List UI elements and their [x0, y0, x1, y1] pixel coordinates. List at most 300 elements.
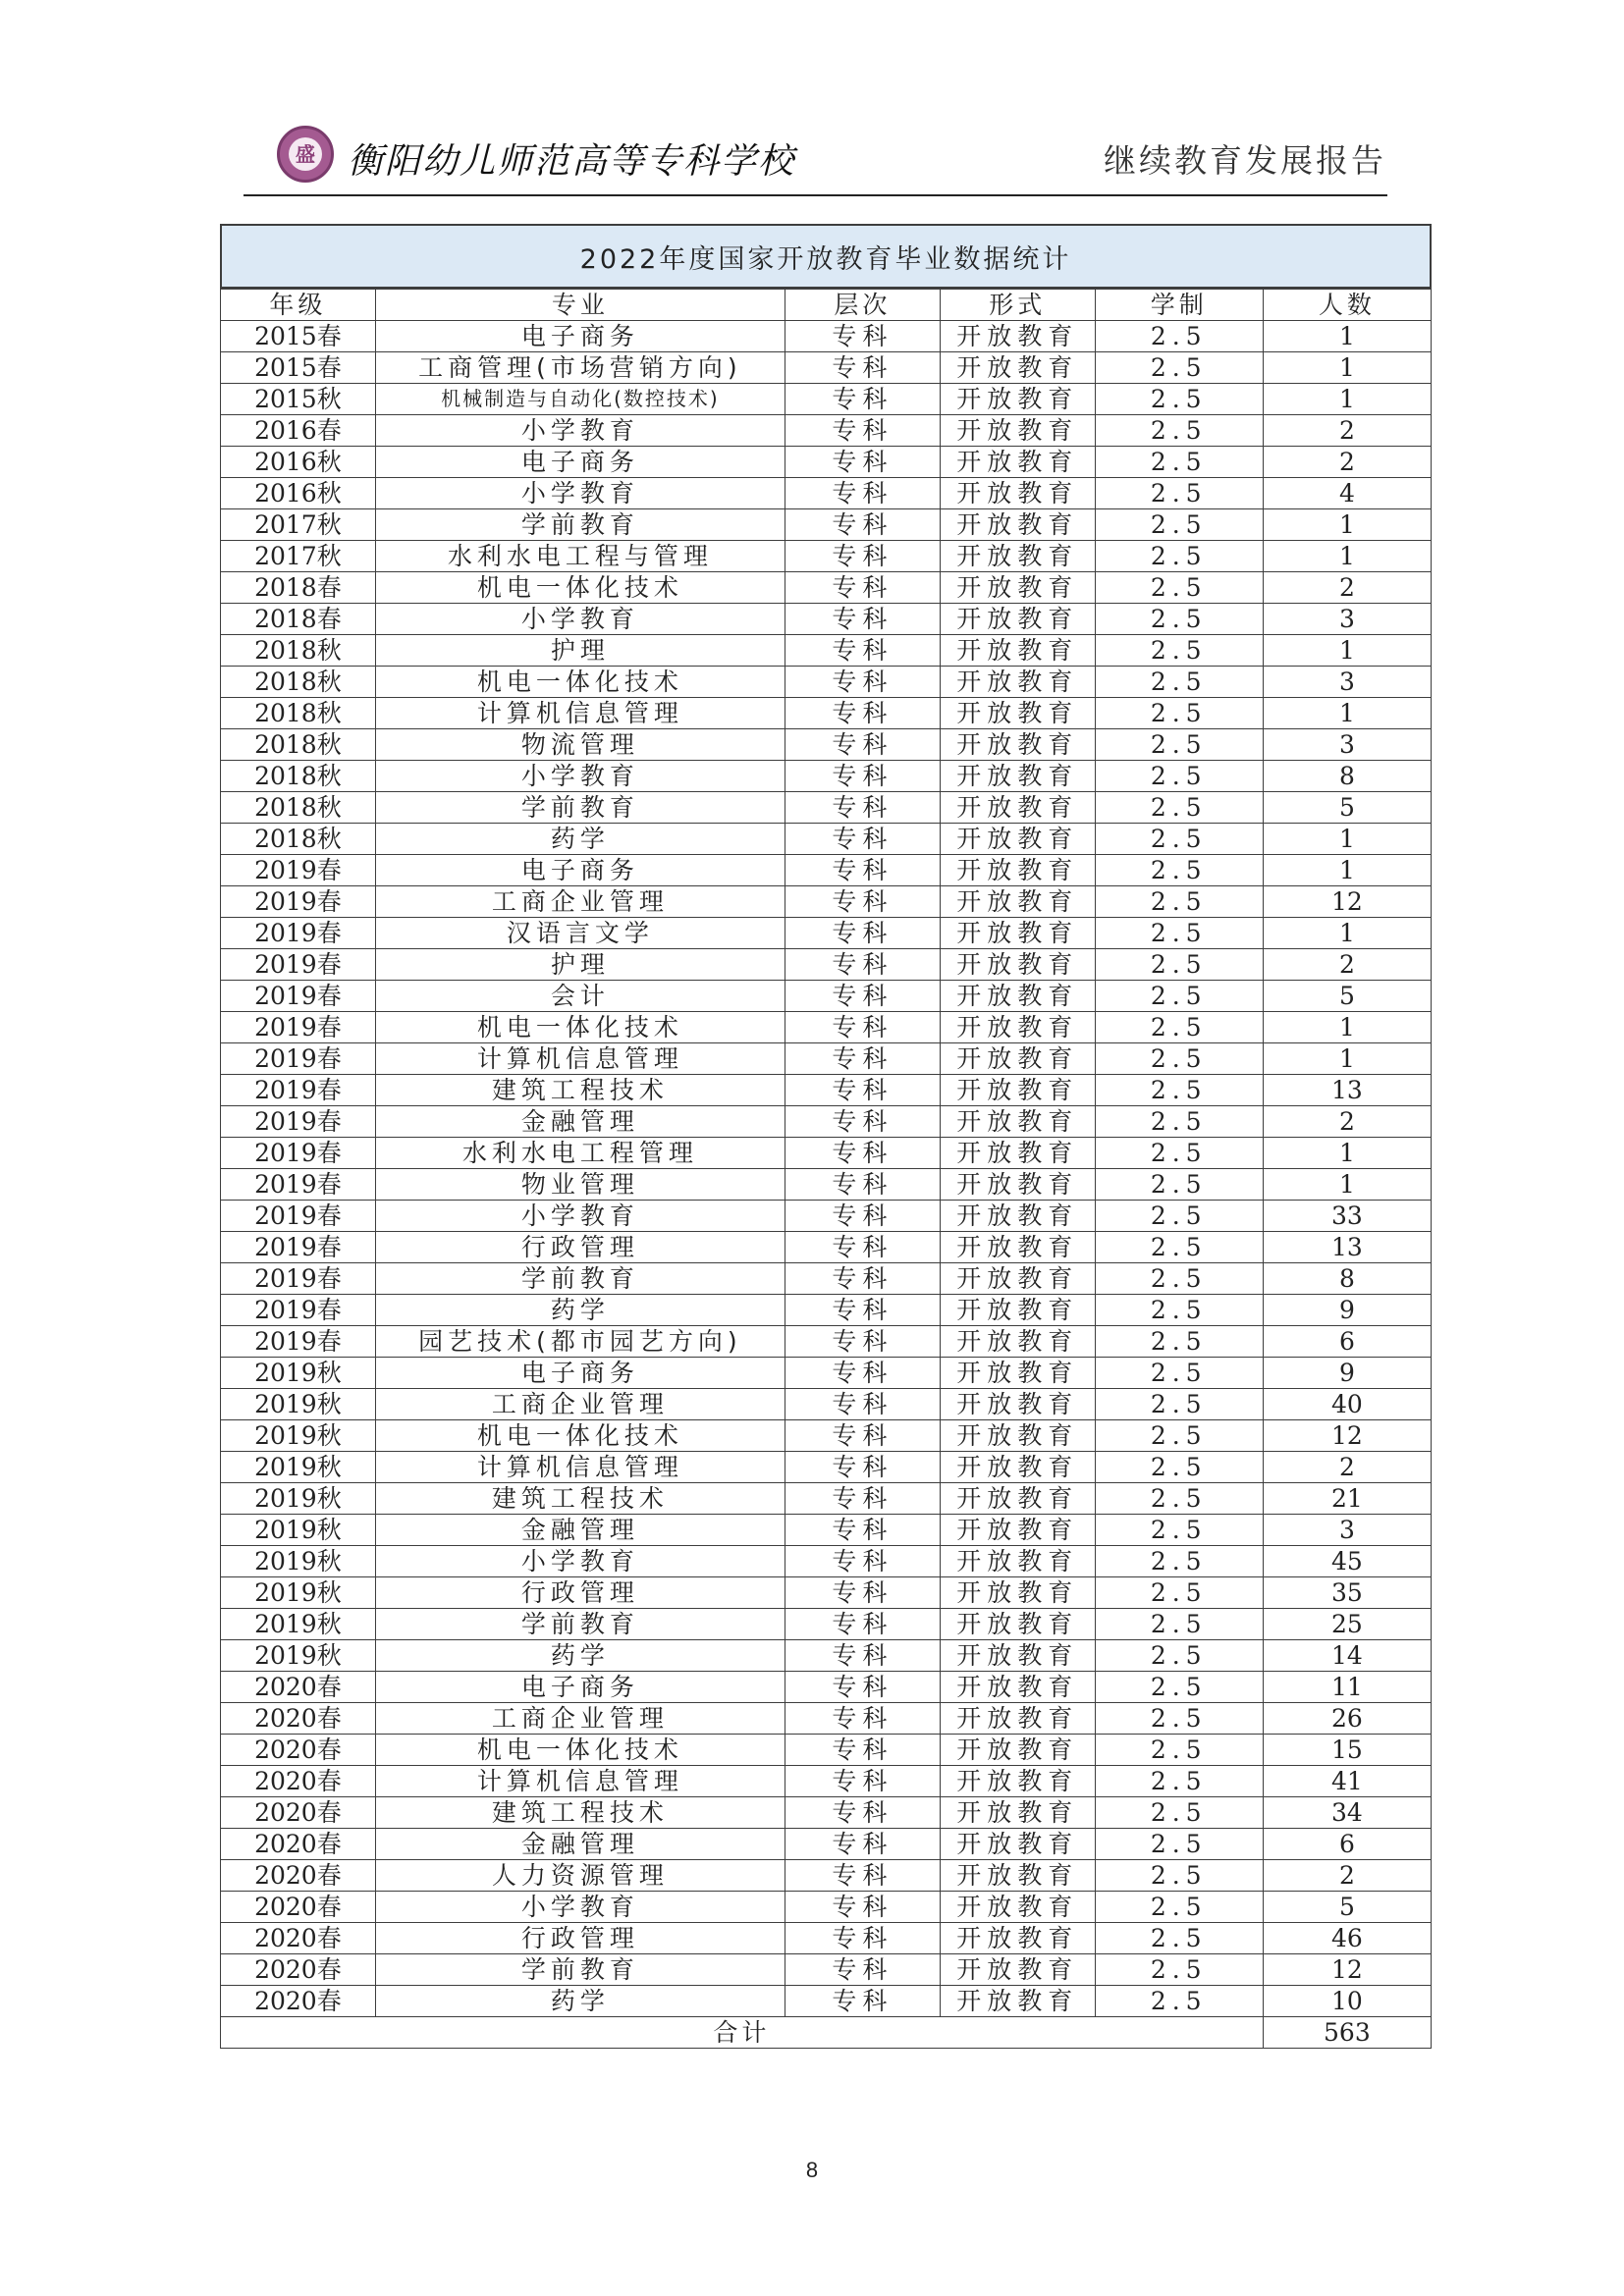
cell-count: 1 [1263, 1169, 1431, 1201]
cell-duration: 2.5 [1095, 1546, 1263, 1577]
cell-major: 小学教育 [375, 604, 785, 635]
cell-grade: 2019秋 [221, 1452, 376, 1483]
cell-duration: 2.5 [1095, 1358, 1263, 1389]
cell-grade: 2019春 [221, 1075, 376, 1106]
cell-level: 专科 [785, 855, 941, 886]
cell-major: 学前教育 [375, 1609, 785, 1640]
cell-level: 专科 [785, 572, 941, 604]
cell-form: 开放教育 [940, 824, 1095, 855]
cell-form: 开放教育 [940, 729, 1095, 761]
cell-form: 开放教育 [940, 1577, 1095, 1609]
cell-duration: 2.5 [1095, 1295, 1263, 1326]
cell-duration: 2.5 [1095, 1860, 1263, 1892]
cell-level: 专科 [785, 918, 941, 949]
cell-grade: 2018秋 [221, 667, 376, 698]
cell-count: 3 [1263, 604, 1431, 635]
cell-level: 专科 [785, 1860, 941, 1892]
cell-level: 专科 [785, 1263, 941, 1295]
cell-grade: 2018春 [221, 604, 376, 635]
cell-level: 专科 [785, 698, 941, 729]
cell-grade: 2019春 [221, 1043, 376, 1075]
graduation-stats-table [220, 289, 1432, 2049]
cell-count: 2 [1263, 1860, 1431, 1892]
cell-form: 开放教育 [940, 855, 1095, 886]
table-row [221, 1577, 1432, 1609]
cell-form: 开放教育 [940, 761, 1095, 792]
cell-form: 开放教育 [940, 918, 1095, 949]
cell-grade: 2019春 [221, 1201, 376, 1232]
cell-level: 专科 [785, 792, 941, 824]
cell-major: 工商企业管理 [375, 1703, 785, 1735]
cell-form: 开放教育 [940, 572, 1095, 604]
table-row [221, 1735, 1432, 1766]
cell-grade: 2019秋 [221, 1389, 376, 1420]
cell-duration: 2.5 [1095, 1640, 1263, 1672]
table-row [221, 1295, 1432, 1326]
cell-count: 10 [1263, 1986, 1431, 2017]
cell-grade: 2018春 [221, 572, 376, 604]
cell-count: 25 [1263, 1609, 1431, 1640]
table-row [221, 1075, 1432, 1106]
cell-duration: 2.5 [1095, 352, 1263, 384]
cell-grade: 2019秋 [221, 1546, 376, 1577]
cell-duration: 2.5 [1095, 1766, 1263, 1797]
cell-form: 开放教育 [940, 1043, 1095, 1075]
cell-duration: 2.5 [1095, 1169, 1263, 1201]
cell-major: 小学教育 [375, 1201, 785, 1232]
cell-form: 开放教育 [940, 1829, 1095, 1860]
cell-grade: 2017秋 [221, 509, 376, 541]
table-row [221, 1546, 1432, 1577]
cell-grade: 2018秋 [221, 792, 376, 824]
cell-count: 4 [1263, 478, 1431, 509]
cell-level: 专科 [785, 1389, 941, 1420]
cell-level: 专科 [785, 321, 941, 352]
cell-count: 46 [1263, 1923, 1431, 1954]
cell-major: 机电一体化技术 [375, 1420, 785, 1452]
cell-duration: 2.5 [1095, 1043, 1263, 1075]
cell-grade: 2019春 [221, 1012, 376, 1043]
cell-count: 1 [1263, 384, 1431, 415]
cell-duration: 2.5 [1095, 1232, 1263, 1263]
cell-duration: 2.5 [1095, 667, 1263, 698]
cell-count: 15 [1263, 1735, 1431, 1766]
cell-count: 2 [1263, 447, 1431, 478]
cell-duration: 2.5 [1095, 572, 1263, 604]
cell-major: 水利水电工程与管理 [375, 541, 785, 572]
cell-count: 35 [1263, 1577, 1431, 1609]
cell-level: 专科 [785, 1515, 941, 1546]
cell-duration: 2.5 [1095, 1263, 1263, 1295]
cell-grade: 2019春 [221, 1326, 376, 1358]
cell-level: 专科 [785, 1577, 941, 1609]
cell-grade: 2016春 [221, 415, 376, 447]
cell-grade: 2017秋 [221, 541, 376, 572]
cell-major: 工商企业管理 [375, 886, 785, 918]
cell-major: 水利水电工程管理 [375, 1138, 785, 1169]
cell-major: 建筑工程技术 [375, 1797, 785, 1829]
table-row [221, 1923, 1432, 1954]
cell-count: 12 [1263, 886, 1431, 918]
cell-level: 专科 [785, 667, 941, 698]
cell-count: 34 [1263, 1797, 1431, 1829]
cell-grade: 2020春 [221, 1860, 376, 1892]
cell-level: 专科 [785, 1797, 941, 1829]
cell-form: 开放教育 [940, 447, 1095, 478]
cell-count: 1 [1263, 509, 1431, 541]
cell-count: 8 [1263, 1263, 1431, 1295]
table-row [221, 1452, 1432, 1483]
cell-level: 专科 [785, 981, 941, 1012]
table-body [221, 321, 1432, 2017]
cell-form: 开放教育 [940, 1169, 1095, 1201]
cell-major: 小学教育 [375, 478, 785, 509]
cell-count: 13 [1263, 1232, 1431, 1263]
cell-major: 物流管理 [375, 729, 785, 761]
cell-grade: 2019春 [221, 1169, 376, 1201]
cell-duration: 2.5 [1095, 729, 1263, 761]
cell-form: 开放教育 [940, 1735, 1095, 1766]
cell-duration: 2.5 [1095, 447, 1263, 478]
cell-duration: 2.5 [1095, 981, 1263, 1012]
cell-form: 开放教育 [940, 604, 1095, 635]
cell-duration: 2.5 [1095, 1012, 1263, 1043]
cell-form: 开放教育 [940, 384, 1095, 415]
cell-duration: 2.5 [1095, 1954, 1263, 1986]
cell-grade: 2016秋 [221, 478, 376, 509]
cell-level: 专科 [785, 1420, 941, 1452]
cell-grade: 2019春 [221, 918, 376, 949]
cell-major: 电子商务 [375, 855, 785, 886]
cell-count: 1 [1263, 698, 1431, 729]
cell-grade: 2019春 [221, 1295, 376, 1326]
cell-grade: 2019秋 [221, 1640, 376, 1672]
cell-form: 开放教育 [940, 1609, 1095, 1640]
cell-level: 专科 [785, 824, 941, 855]
cell-duration: 2.5 [1095, 1420, 1263, 1452]
cell-form: 开放教育 [940, 1263, 1095, 1295]
cell-count: 45 [1263, 1546, 1431, 1577]
cell-level: 专科 [785, 1106, 941, 1138]
cell-count: 1 [1263, 635, 1431, 667]
cell-duration: 2.5 [1095, 1483, 1263, 1515]
cell-major: 汉语言文学 [375, 918, 785, 949]
table-row [221, 1138, 1432, 1169]
table-row [221, 1043, 1432, 1075]
cell-form: 开放教育 [940, 321, 1095, 352]
cell-grade: 2020春 [221, 1986, 376, 2017]
cell-level: 专科 [785, 1546, 941, 1577]
cell-form: 开放教育 [940, 541, 1095, 572]
cell-level: 专科 [785, 1954, 941, 1986]
cell-level: 专科 [785, 1923, 941, 1954]
cell-count: 5 [1263, 1892, 1431, 1923]
cell-grade: 2019春 [221, 1138, 376, 1169]
cell-level: 专科 [785, 1075, 941, 1106]
table-row [221, 1515, 1432, 1546]
cell-count: 14 [1263, 1640, 1431, 1672]
cell-duration: 2.5 [1095, 1138, 1263, 1169]
cell-major: 金融管理 [375, 1106, 785, 1138]
cell-grade: 2018秋 [221, 824, 376, 855]
cell-level: 专科 [785, 1672, 941, 1703]
cell-form: 开放教育 [940, 1860, 1095, 1892]
table-row [221, 1201, 1432, 1232]
cell-level: 专科 [785, 1703, 941, 1735]
cell-form: 开放教育 [940, 1138, 1095, 1169]
cell-grade: 2020春 [221, 1892, 376, 1923]
cell-duration: 2.5 [1095, 1703, 1263, 1735]
column-header-level: 层次 [785, 290, 941, 321]
cell-major: 护理 [375, 635, 785, 667]
table-row [221, 1263, 1432, 1295]
cell-count: 5 [1263, 981, 1431, 1012]
table-row [221, 635, 1432, 667]
cell-count: 26 [1263, 1703, 1431, 1735]
cell-count: 5 [1263, 792, 1431, 824]
cell-duration: 2.5 [1095, 1452, 1263, 1483]
cell-form: 开放教育 [940, 1954, 1095, 1986]
table-header-row [221, 290, 1432, 321]
cell-major: 机电一体化技术 [375, 1012, 785, 1043]
cell-major: 计算机信息管理 [375, 1043, 785, 1075]
table-row [221, 321, 1432, 352]
cell-count: 6 [1263, 1326, 1431, 1358]
cell-duration: 2.5 [1095, 541, 1263, 572]
cell-major: 护理 [375, 949, 785, 981]
table-row [221, 1672, 1432, 1703]
cell-form: 开放教育 [940, 1986, 1095, 2017]
column-header-form: 形式 [940, 290, 1095, 321]
cell-count: 1 [1263, 824, 1431, 855]
cell-major: 工商企业管理 [375, 1389, 785, 1420]
cell-grade: 2015春 [221, 321, 376, 352]
table-row [221, 1766, 1432, 1797]
cell-form: 开放教育 [940, 635, 1095, 667]
cell-count: 3 [1263, 1515, 1431, 1546]
cell-major: 电子商务 [375, 1672, 785, 1703]
cell-count: 1 [1263, 352, 1431, 384]
cell-grade: 2019春 [221, 855, 376, 886]
cell-count: 8 [1263, 761, 1431, 792]
cell-grade: 2019秋 [221, 1420, 376, 1452]
cell-level: 专科 [785, 761, 941, 792]
cell-major: 小学教育 [375, 415, 785, 447]
cell-level: 专科 [785, 949, 941, 981]
cell-form: 开放教育 [940, 667, 1095, 698]
cell-duration: 2.5 [1095, 1577, 1263, 1609]
cell-count: 3 [1263, 729, 1431, 761]
cell-major: 建筑工程技术 [375, 1075, 785, 1106]
table-row [221, 918, 1432, 949]
cell-count: 41 [1263, 1766, 1431, 1797]
cell-form: 开放教育 [940, 352, 1095, 384]
table-caption: 2022年度国家开放教育毕业数据统计 [220, 224, 1432, 289]
cell-major: 药学 [375, 1295, 785, 1326]
cell-level: 专科 [785, 509, 941, 541]
table-row [221, 1797, 1432, 1829]
cell-major: 学前教育 [375, 792, 785, 824]
cell-grade: 2019春 [221, 981, 376, 1012]
cell-major: 工商管理(市场营销方向) [375, 352, 785, 384]
cell-major: 电子商务 [375, 321, 785, 352]
cell-duration: 2.5 [1095, 1326, 1263, 1358]
table-row [221, 1860, 1432, 1892]
table-row [221, 604, 1432, 635]
table-row [221, 1892, 1432, 1923]
cell-form: 开放教育 [940, 1892, 1095, 1923]
table-row [221, 761, 1432, 792]
cell-major: 学前教育 [375, 1954, 785, 1986]
table-row [221, 447, 1432, 478]
cell-grade: 2020春 [221, 1829, 376, 1860]
cell-level: 专科 [785, 1012, 941, 1043]
cell-major: 园艺技术(都市园艺方向) [375, 1326, 785, 1358]
cell-level: 专科 [785, 384, 941, 415]
table-row [221, 1954, 1432, 1986]
cell-duration: 2.5 [1095, 1075, 1263, 1106]
cell-form: 开放教育 [940, 1420, 1095, 1452]
cell-duration: 2.5 [1095, 1389, 1263, 1420]
cell-level: 专科 [785, 352, 941, 384]
cell-duration: 2.5 [1095, 415, 1263, 447]
cell-duration: 2.5 [1095, 698, 1263, 729]
cell-major: 机械制造与自动化(数控技术) [375, 384, 785, 415]
cell-count: 9 [1263, 1295, 1431, 1326]
table-row [221, 1640, 1432, 1672]
cell-level: 专科 [785, 415, 941, 447]
cell-major: 机电一体化技术 [375, 572, 785, 604]
cell-count: 11 [1263, 1672, 1431, 1703]
table-row [221, 352, 1432, 384]
cell-major: 药学 [375, 1640, 785, 1672]
cell-grade: 2020春 [221, 1923, 376, 1954]
cell-major: 行政管理 [375, 1232, 785, 1263]
cell-duration: 2.5 [1095, 1609, 1263, 1640]
cell-major: 电子商务 [375, 1358, 785, 1389]
table-row [221, 1703, 1432, 1735]
cell-level: 专科 [785, 1295, 941, 1326]
cell-major: 药学 [375, 1986, 785, 2017]
cell-major: 小学教育 [375, 1546, 785, 1577]
table-row [221, 1012, 1432, 1043]
cell-count: 12 [1263, 1420, 1431, 1452]
cell-form: 开放教育 [940, 792, 1095, 824]
cell-count: 2 [1263, 1106, 1431, 1138]
cell-form: 开放教育 [940, 698, 1095, 729]
cell-duration: 2.5 [1095, 478, 1263, 509]
cell-level: 专科 [785, 886, 941, 918]
table-row [221, 1389, 1432, 1420]
cell-count: 1 [1263, 918, 1431, 949]
graduation-stats-table-container [220, 224, 1432, 2049]
cell-major: 计算机信息管理 [375, 698, 785, 729]
cell-level: 专科 [785, 1169, 941, 1201]
cell-grade: 2018秋 [221, 761, 376, 792]
table-row [221, 478, 1432, 509]
table-row [221, 855, 1432, 886]
cell-count: 40 [1263, 1389, 1431, 1420]
cell-count: 6 [1263, 1829, 1431, 1860]
cell-form: 开放教育 [940, 1452, 1095, 1483]
cell-duration: 2.5 [1095, 1515, 1263, 1546]
cell-level: 专科 [785, 1986, 941, 2017]
cell-grade: 2020春 [221, 1735, 376, 1766]
cell-major: 物业管理 [375, 1169, 785, 1201]
cell-count: 33 [1263, 1201, 1431, 1232]
cell-major: 小学教育 [375, 761, 785, 792]
cell-duration: 2.5 [1095, 824, 1263, 855]
cell-grade: 2019春 [221, 886, 376, 918]
table-row [221, 1358, 1432, 1389]
table-row [221, 509, 1432, 541]
cell-form: 开放教育 [940, 1326, 1095, 1358]
total-row [221, 2017, 1432, 2049]
cell-form: 开放教育 [940, 1232, 1095, 1263]
cell-major: 计算机信息管理 [375, 1452, 785, 1483]
cell-count: 13 [1263, 1075, 1431, 1106]
cell-major: 人力资源管理 [375, 1860, 785, 1892]
cell-duration: 2.5 [1095, 509, 1263, 541]
cell-form: 开放教育 [940, 1672, 1095, 1703]
cell-count: 2 [1263, 1452, 1431, 1483]
page-number: 8 [805, 2158, 819, 2182]
table-row [221, 572, 1432, 604]
cell-duration: 2.5 [1095, 1797, 1263, 1829]
cell-duration: 2.5 [1095, 1829, 1263, 1860]
cell-level: 专科 [785, 478, 941, 509]
cell-level: 专科 [785, 1043, 941, 1075]
cell-form: 开放教育 [940, 981, 1095, 1012]
cell-duration: 2.5 [1095, 1106, 1263, 1138]
cell-grade: 2018秋 [221, 635, 376, 667]
cell-major: 计算机信息管理 [375, 1766, 785, 1797]
header-divider [244, 194, 1387, 196]
cell-duration: 2.5 [1095, 384, 1263, 415]
cell-grade: 2015秋 [221, 384, 376, 415]
cell-duration: 2.5 [1095, 321, 1263, 352]
cell-form: 开放教育 [940, 1923, 1095, 1954]
cell-form: 开放教育 [940, 1515, 1095, 1546]
table-row [221, 792, 1432, 824]
total-label: 合计 [221, 2017, 1264, 2049]
cell-grade: 2018秋 [221, 729, 376, 761]
page-header [277, 126, 1386, 196]
cell-form: 开放教育 [940, 1012, 1095, 1043]
school-logo-icon [277, 126, 334, 183]
cell-major: 会计 [375, 981, 785, 1012]
column-header-duration: 学制 [1095, 290, 1263, 321]
cell-count: 2 [1263, 572, 1431, 604]
cell-grade: 2019秋 [221, 1483, 376, 1515]
cell-form: 开放教育 [940, 509, 1095, 541]
table-row [221, 1420, 1432, 1452]
cell-major: 建筑工程技术 [375, 1483, 785, 1515]
cell-grade: 2019春 [221, 949, 376, 981]
cell-level: 专科 [785, 635, 941, 667]
cell-level: 专科 [785, 1232, 941, 1263]
cell-level: 专科 [785, 1892, 941, 1923]
cell-form: 开放教育 [940, 1201, 1095, 1232]
table-row [221, 886, 1432, 918]
cell-grade: 2019秋 [221, 1358, 376, 1389]
cell-duration: 2.5 [1095, 1201, 1263, 1232]
cell-major: 机电一体化技术 [375, 1735, 785, 1766]
cell-grade: 2019春 [221, 1232, 376, 1263]
cell-grade: 2016秋 [221, 447, 376, 478]
cell-duration: 2.5 [1095, 1923, 1263, 1954]
cell-form: 开放教育 [940, 1106, 1095, 1138]
